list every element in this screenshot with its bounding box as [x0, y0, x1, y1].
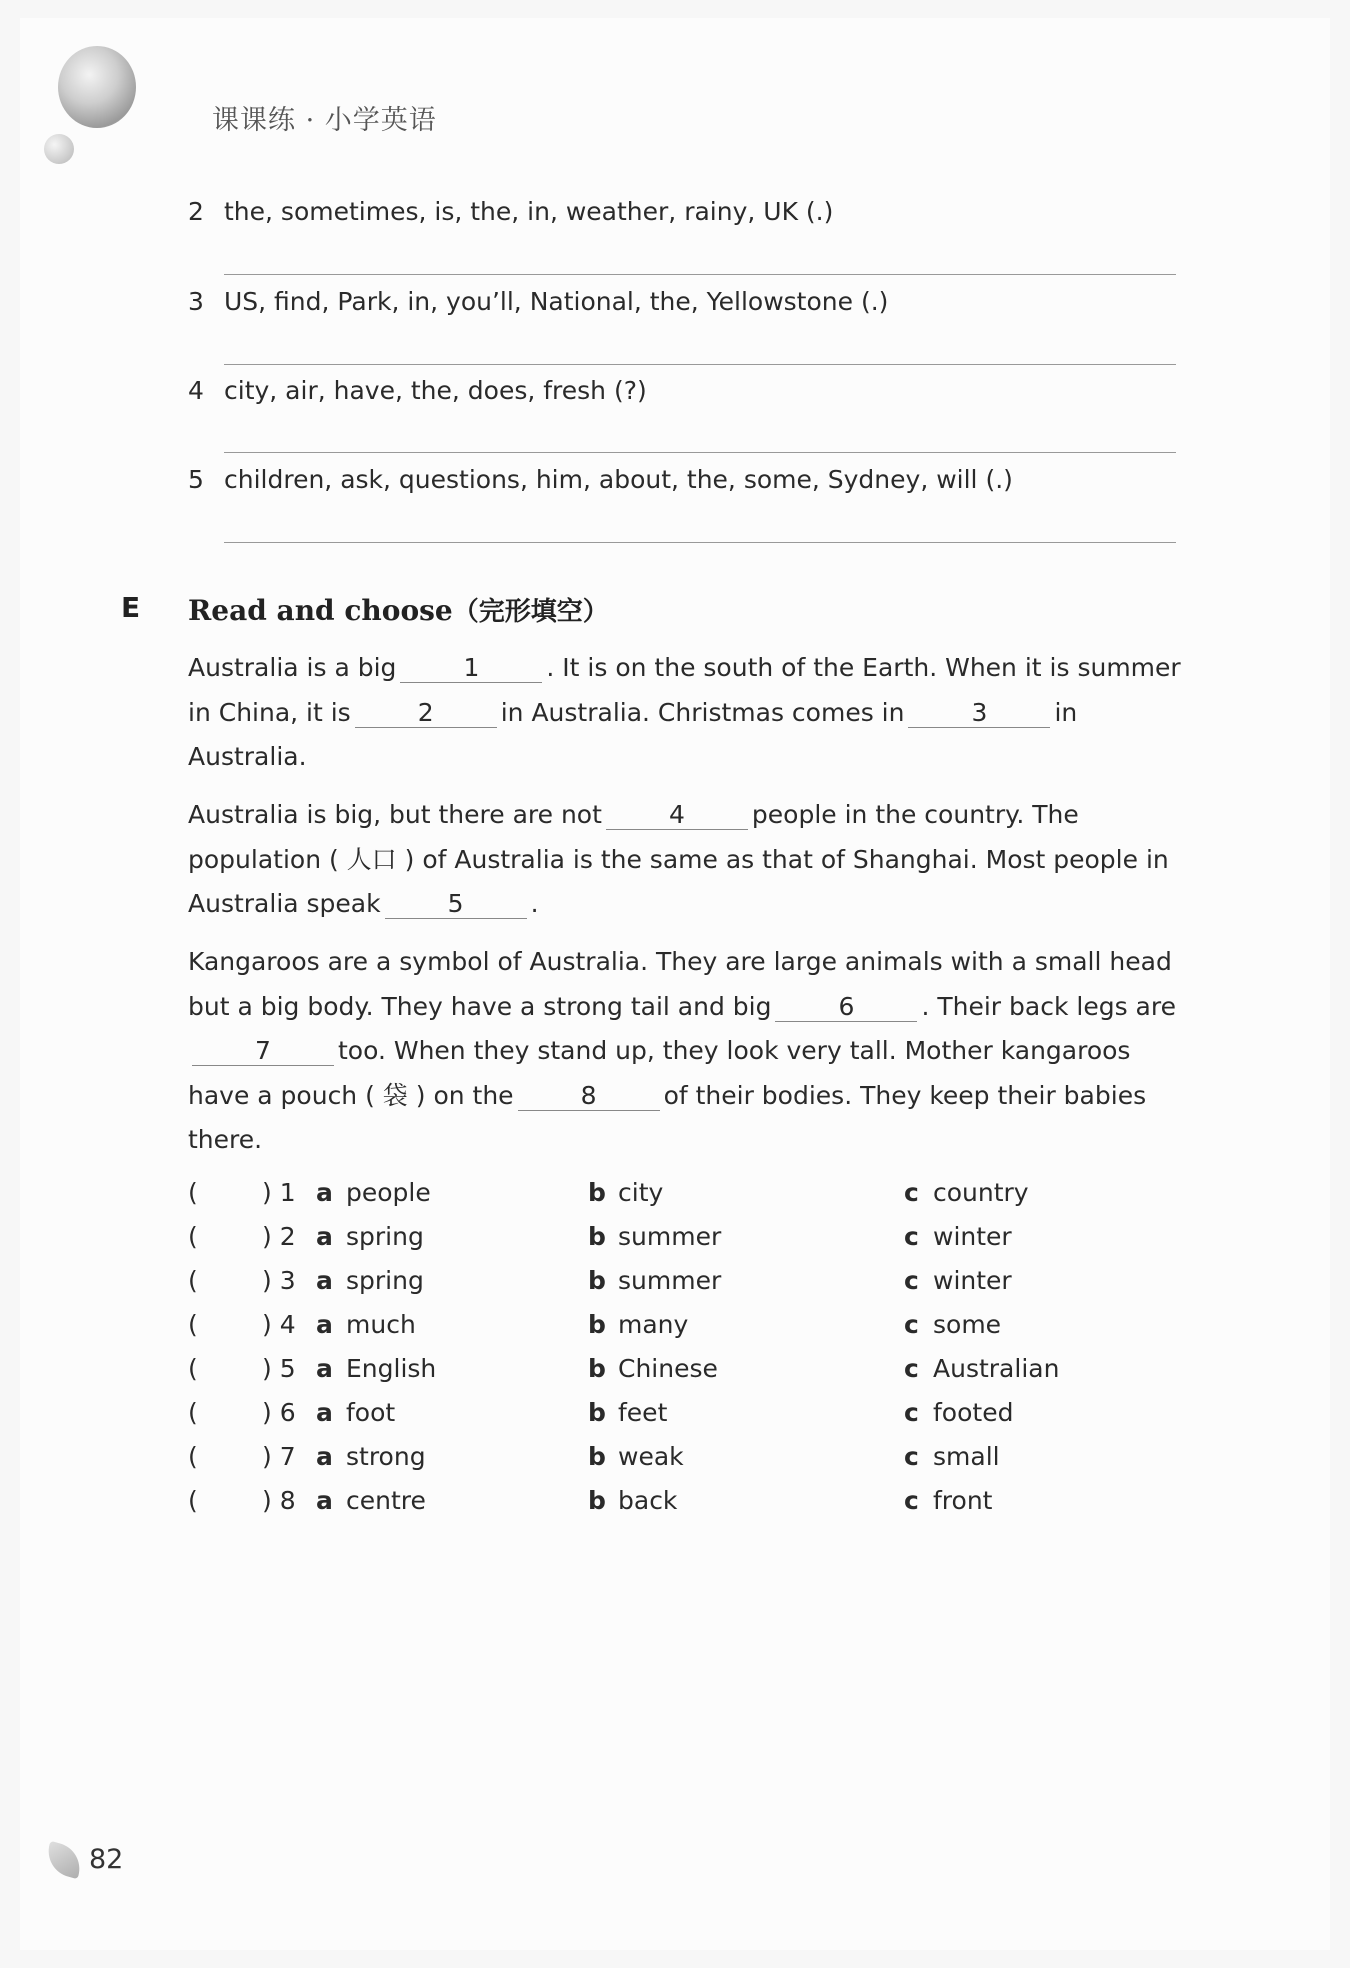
ordering-question-2	[188, 197, 833, 226]
option-c[interactable]: winter	[933, 1266, 1012, 1295]
option-letter-b: b	[588, 1266, 606, 1295]
option-c[interactable]: footed	[933, 1398, 1014, 1427]
blank-3[interactable]: 3	[908, 699, 1050, 728]
option-letter-a: a	[316, 1266, 333, 1295]
option-a[interactable]: foot	[346, 1398, 396, 1427]
option-b[interactable]: city	[618, 1178, 664, 1207]
option-b[interactable]: back	[618, 1486, 678, 1515]
ordering-question-4	[188, 376, 647, 405]
answer-bracket[interactable]: (	[188, 1266, 198, 1295]
option-row-1	[188, 1178, 1168, 1218]
option-letter-b: b	[588, 1222, 606, 1251]
question-words: children, ask, questions, him, about, the, some, Sydney, will (.)	[224, 465, 1013, 494]
moon-decoration-icon	[58, 46, 136, 128]
section-title-text: Read and choose	[188, 594, 453, 627]
option-letter-c: c	[904, 1398, 919, 1427]
answer-line-5[interactable]	[224, 542, 1176, 543]
question-number: ) 4	[262, 1310, 296, 1339]
option-letter-c: c	[904, 1486, 919, 1515]
option-letter-c: c	[904, 1178, 919, 1207]
option-b[interactable]: summer	[618, 1222, 722, 1251]
question-number: ) 6	[262, 1398, 296, 1427]
blank-5[interactable]: 5	[385, 890, 527, 919]
question-number: 5	[188, 465, 204, 494]
question-words: US, find, Park, in, you’ll, National, the, Yellowstone (.)	[224, 287, 889, 316]
passage-paragraph-2: Australia is big, but there are not 4 people in the country. The population ( 人口 ) of Australia is the same as that of Shanghai. Most people in Australia speak 5 .	[188, 800, 1169, 918]
option-a[interactable]: people	[346, 1178, 431, 1207]
answer-bracket[interactable]: (	[188, 1398, 198, 1427]
option-letter-b: b	[588, 1486, 606, 1515]
answer-bracket[interactable]: (	[188, 1442, 198, 1471]
question-words: city, air, have, the, does, fresh (?)	[224, 376, 647, 405]
option-c[interactable]: Australian	[933, 1354, 1060, 1383]
option-a[interactable]: much	[346, 1310, 416, 1339]
option-b[interactable]: many	[618, 1310, 689, 1339]
question-number: ) 3	[262, 1266, 296, 1295]
section-title	[188, 591, 609, 628]
answer-line-4[interactable]	[224, 452, 1176, 453]
option-row-5	[188, 1354, 1168, 1394]
option-letter-c: c	[904, 1442, 919, 1471]
question-number: 4	[188, 376, 204, 405]
question-words: the, sometimes, is, the, in, weather, rainy, UK (.)	[224, 197, 834, 226]
question-number: 3	[188, 287, 204, 316]
answer-bracket[interactable]: (	[188, 1486, 198, 1515]
option-letter-a: a	[316, 1178, 333, 1207]
option-letter-a: a	[316, 1398, 333, 1427]
blank-6[interactable]: 6	[775, 993, 917, 1022]
question-number: ) 5	[262, 1354, 296, 1383]
option-a[interactable]: English	[346, 1354, 437, 1383]
answer-line-2[interactable]	[224, 274, 1176, 275]
page-header-title: 课课练 · 小学英语	[212, 105, 437, 136]
answer-bracket[interactable]: (	[188, 1222, 198, 1251]
ordering-question-5	[188, 465, 1013, 494]
blank-4[interactable]: 4	[606, 801, 748, 830]
option-letter-a: a	[316, 1310, 333, 1339]
question-number: ) 8	[262, 1486, 296, 1515]
option-c[interactable]: front	[933, 1486, 993, 1515]
option-b[interactable]: Chinese	[618, 1354, 718, 1383]
passage-paragraph-1: Australia is a big 1 . It is on the south of the Earth. When it is summer in China, it is 2 in Australia. Christmas comes in 3 in Australia.	[188, 653, 1181, 771]
option-b[interactable]: feet	[618, 1398, 668, 1427]
option-letter-b: b	[588, 1354, 606, 1383]
question-number: 2	[188, 197, 204, 226]
option-a[interactable]: spring	[346, 1266, 424, 1295]
option-row-3	[188, 1266, 1168, 1306]
option-a[interactable]: centre	[346, 1486, 426, 1515]
question-number: ) 7	[262, 1442, 296, 1471]
section-letter: E	[121, 591, 141, 624]
blank-8[interactable]: 8	[518, 1082, 660, 1111]
option-letter-b: b	[588, 1178, 606, 1207]
blank-2[interactable]: 2	[355, 699, 497, 728]
option-letter-c: c	[904, 1222, 919, 1251]
option-row-8	[188, 1486, 1168, 1526]
answer-bracket[interactable]: (	[188, 1178, 198, 1207]
option-letter-c: c	[904, 1310, 919, 1339]
option-letter-b: b	[588, 1398, 606, 1427]
option-a[interactable]: strong	[346, 1442, 426, 1471]
option-a[interactable]: spring	[346, 1222, 424, 1251]
small-moon-decoration-icon	[44, 134, 74, 164]
option-letter-a: a	[316, 1354, 333, 1383]
passage-paragraph-3: Kangaroos are a symbol of Australia. They are large animals with a small head but a big body. They have a strong tail and big 6 . Their back legs are7 too. When they stand up, they look very tall. Mother kangaroos have a pouch ( 袋 ) on the 8 of their bodies. They keep their babies there.	[188, 947, 1176, 1154]
option-b[interactable]: summer	[618, 1266, 722, 1295]
question-number: ) 1	[262, 1178, 296, 1207]
option-b[interactable]: weak	[618, 1442, 684, 1471]
blank-7[interactable]: 7	[192, 1037, 334, 1066]
option-row-4	[188, 1310, 1168, 1350]
blank-1[interactable]: 1	[400, 654, 542, 683]
question-number: ) 2	[262, 1222, 296, 1251]
option-c[interactable]: small	[933, 1442, 1000, 1471]
option-c[interactable]: country	[933, 1178, 1029, 1207]
answer-line-3[interactable]	[224, 364, 1176, 365]
option-letter-a: a	[316, 1442, 333, 1471]
option-letter-c: c	[904, 1266, 919, 1295]
section-subtitle: （完形填空）	[452, 597, 609, 627]
option-row-7	[188, 1442, 1168, 1482]
option-letter-b: b	[588, 1310, 606, 1339]
option-letter-c: c	[904, 1354, 919, 1383]
option-row-2	[188, 1222, 1168, 1262]
option-letter-a: a	[316, 1222, 333, 1251]
answer-bracket[interactable]: (	[188, 1354, 198, 1383]
option-c[interactable]: winter	[933, 1222, 1012, 1251]
ordering-question-3	[188, 287, 888, 316]
answer-bracket[interactable]: (	[188, 1310, 198, 1339]
option-c[interactable]: some	[933, 1310, 1002, 1339]
page-number: 82	[89, 1844, 124, 1875]
option-letter-a: a	[316, 1486, 333, 1515]
option-row-6	[188, 1398, 1168, 1438]
option-letter-b: b	[588, 1442, 606, 1471]
